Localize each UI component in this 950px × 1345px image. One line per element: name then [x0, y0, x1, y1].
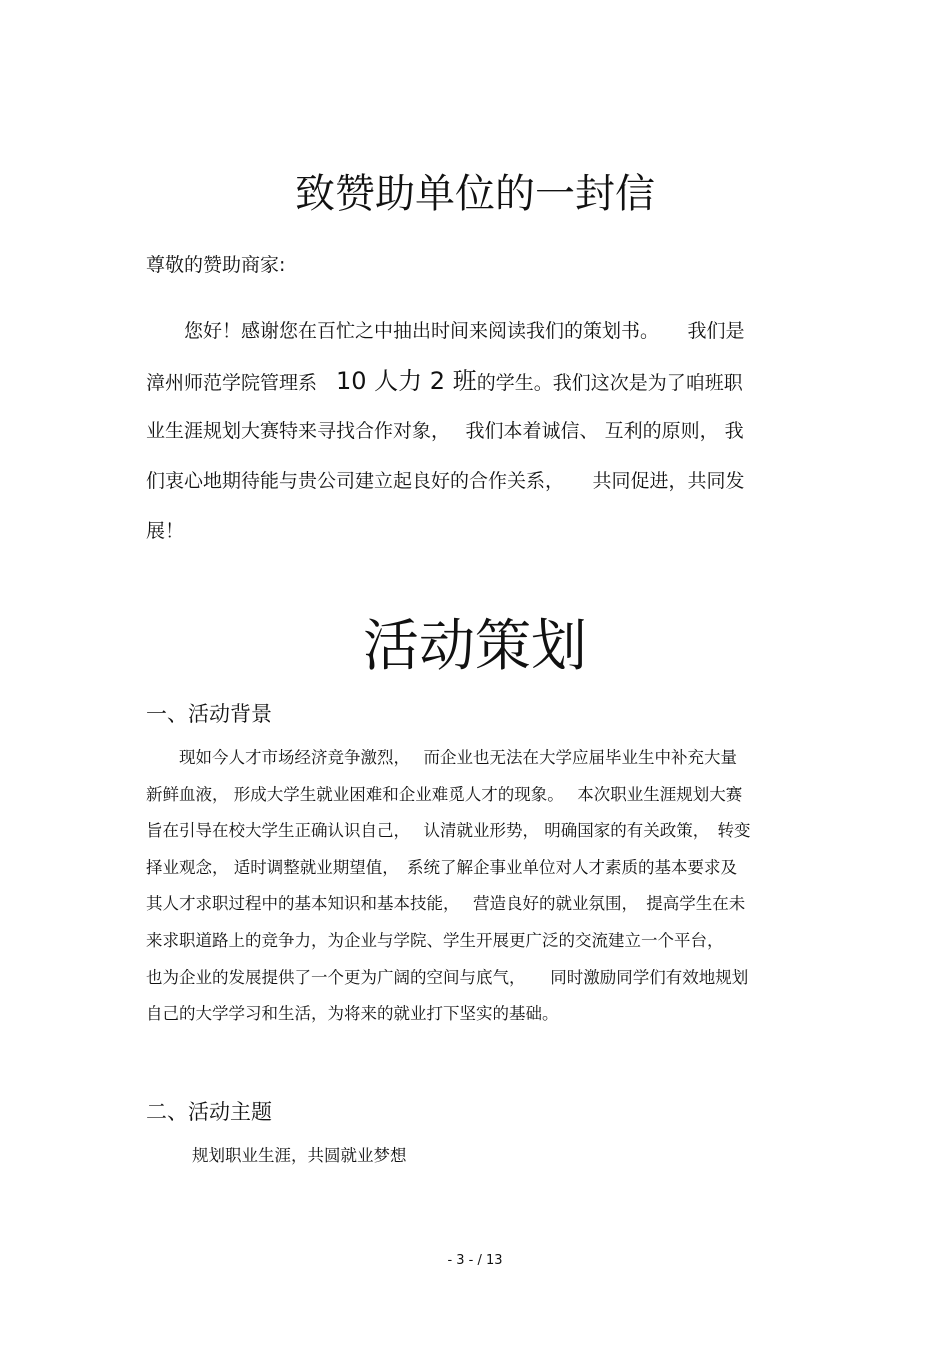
paragraph-line: 也为企业的发展提供了一个更为广阔的空间与底气， 同时激励同学们有效地规划 [146, 967, 749, 987]
class-name: 10 人力 2 班 [336, 367, 477, 395]
paragraph-line: 自己的大学学习和生活，为将来的就业打下坚实的基础。 [146, 1004, 559, 1024]
paragraph-line: 旨在引导在校大学生正确认识自己， 认清就业形势， 明确国家的有关政策， 转变 [146, 821, 751, 841]
letter-body [146, 306, 816, 556]
letter-line: 业生涯规划大赛特来寻找合作对象， 我们本着诚信、 互利的原则， 我 [146, 420, 744, 442]
letter-line: 们衷心地期待能与贵公司建立起良好的合作关系， 共同促进，共同发 [146, 470, 745, 492]
theme-text: 规划职业生涯，共圆就业梦想 [192, 1146, 407, 1165]
paragraph-line: 现如今人才市场经济竞争激烈， 而企业也无法在大学应届毕业生中补充大量 [146, 748, 737, 767]
letter-line: 展！ [146, 520, 185, 542]
paragraph-line: 其人才求职过程中的基本知识和基本技能， 营造良好的就业氛围， 提高学生在未 [146, 894, 746, 914]
letter-salutation: 尊敬的赞助商家: [146, 254, 286, 276]
letter-title: 致赞助单位的一封信 [295, 171, 655, 217]
background-body [146, 740, 816, 1033]
plan-title: 活动策划 [363, 614, 587, 679]
letter-line: 漳州师范学院管理系 10 人力 2 班的学生。我们这次是为了咱班职 [146, 367, 743, 395]
paragraph-line: 择业观念， 适时调整就业期望值， 系统了解企事业单位对人才素质的基本要求及 [146, 857, 737, 877]
paragraph-line: 新鲜血液， 形成大学生就业困难和企业难觅人才的现象。 本次职业生涯规划大赛 [146, 784, 743, 804]
page-number: - 3 - / 13 [447, 1253, 503, 1268]
paragraph-line: 来求职道路上的竞争力，为企业与学院、学生开展更广泛的交流建立一个平台， [146, 930, 724, 950]
letter-line: 您好！感谢您在百忙之中抽出时间来阅读我们的策划书。 我们是 [146, 320, 745, 342]
background-heading: 一、活动背景 [146, 702, 272, 726]
theme-heading: 二、活动主题 [146, 1100, 272, 1124]
